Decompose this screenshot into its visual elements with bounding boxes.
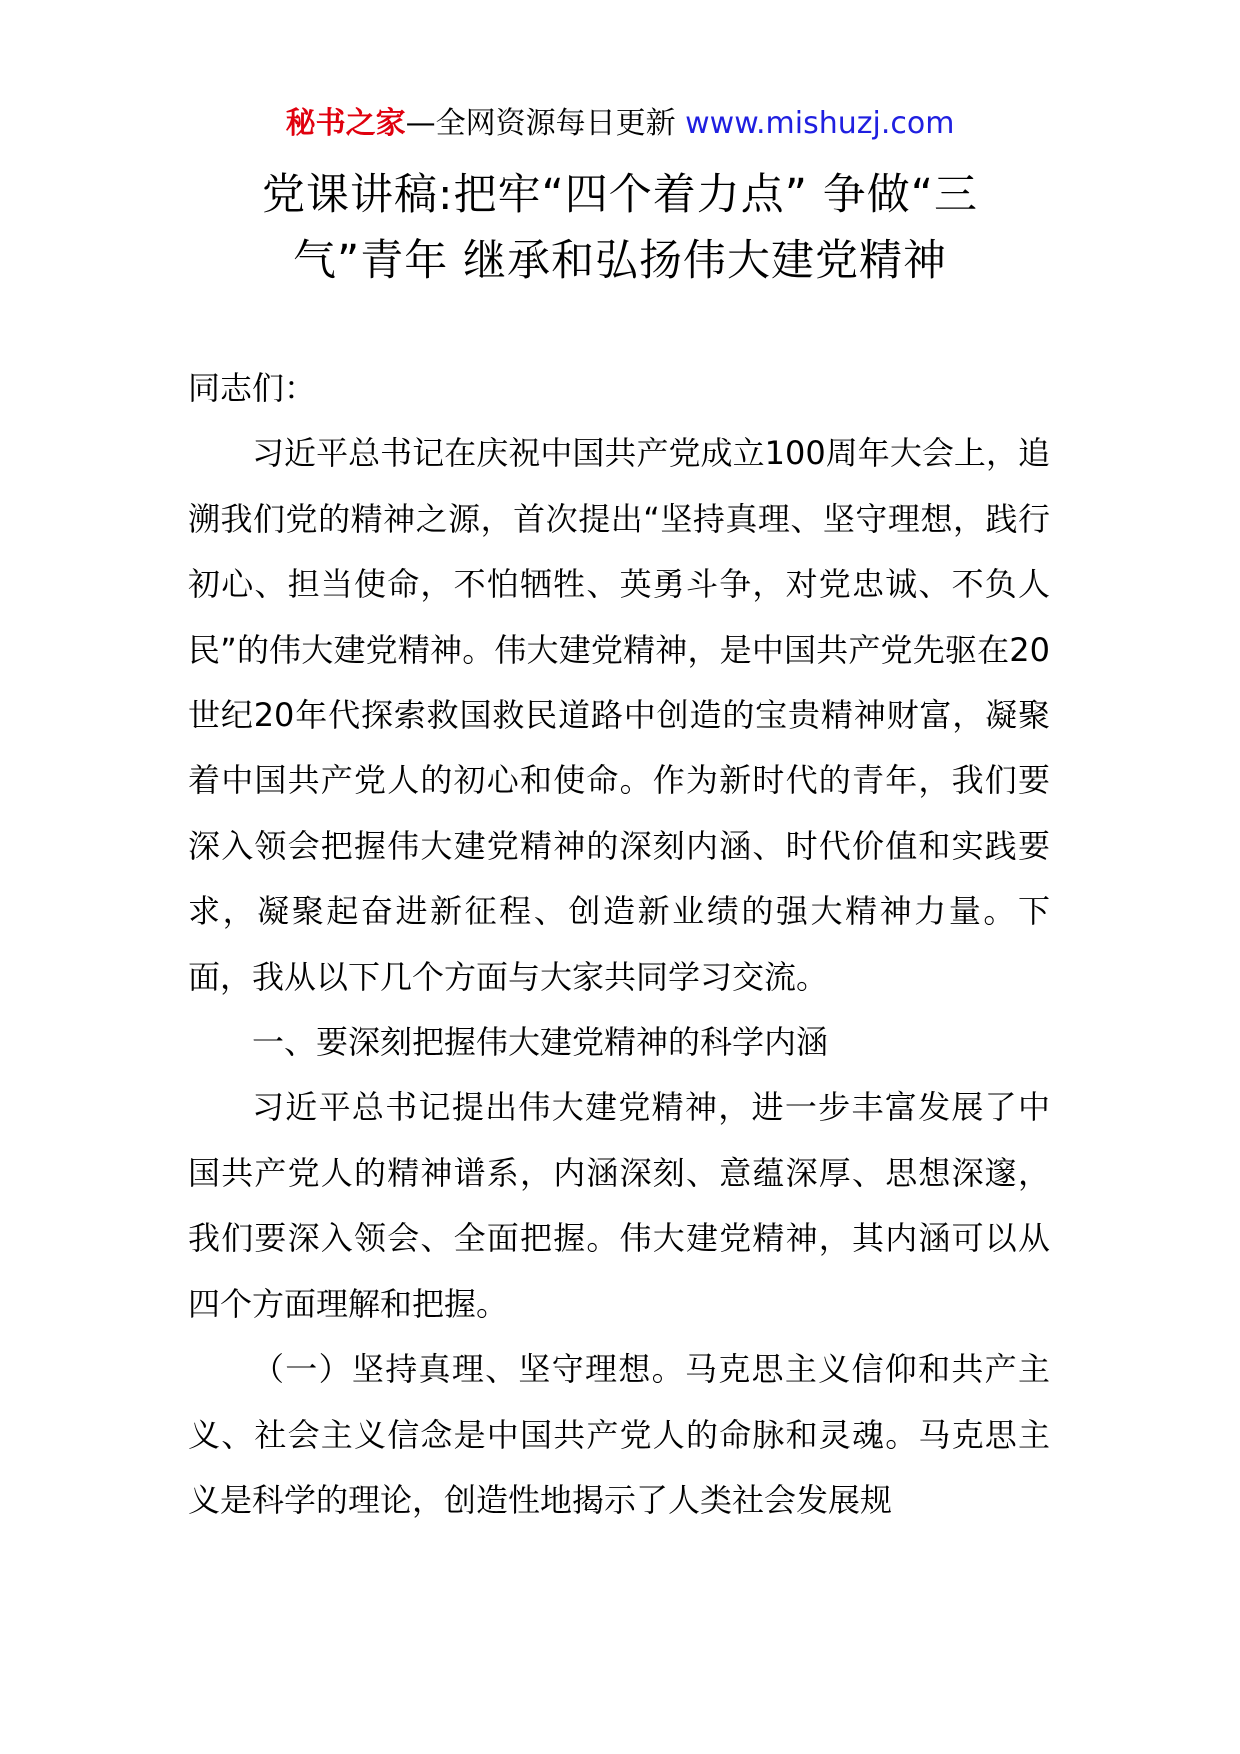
site-tagline: —全网资源每日更新 bbox=[405, 106, 686, 141]
document-title-line-2: 气”青年 继承和弘扬伟大建党精神 bbox=[293, 236, 947, 286]
paragraph-section-1: 习近平总书记提出伟大建党精神，进一步丰富发展了中国共产党人的精神谱系，内涵深刻、意蕴深厚、思想深邃，我们要深入领会、全面把握。伟大建党精神，其内涵可以从四个方面理解和把握。 bbox=[188, 1088, 1050, 1323]
site-brand: 秘书之家 bbox=[285, 106, 406, 141]
document-title bbox=[160, 162, 1080, 294]
section-heading-1: 一、要深刻把握伟大建党精神的科学内涵 bbox=[252, 1023, 829, 1062]
salutation: 同志们： bbox=[188, 369, 317, 407]
site-header bbox=[0, 102, 1240, 146]
site-url: www.mishuzj.com bbox=[685, 106, 955, 141]
paragraph-intro: 习近平总书记在庆祝中国共产党成立100周年大会上，追溯我们党的精神之源，首次提出“坚持真理、坚守理想，践行初心、担当使命，不怕牺牲、英勇斗争，对党忠诚、不负人民”的伟大建党精神。伟大建党精神，是中国共产党先驱在20世纪20年代探索救国救民道路中创造的宝贵精神财富，凝聚着中国共产党人的初心和使命。作为新时代的青年，我们要深入领会把握伟大建党精神的深刻内涵、时代价值和实践要求，凝聚起奋进新征程、创造新业绩的强大精神力量。下面，我从以下几个方面与大家共同学习交流。 bbox=[188, 434, 1050, 996]
paragraph-subsection-1: （一）坚持真理、坚守理想。马克思主义信仰和共产主义、社会主义信念是中国共产党人的命脉和灵魂。马克思主义是科学的理论，创造性地揭示了人类社会发展规 bbox=[188, 1350, 1050, 1519]
document-body bbox=[188, 356, 1050, 1533]
document-title-line-1: 党课讲稿:把牢“四个着力点” 争做“三 bbox=[262, 170, 978, 220]
